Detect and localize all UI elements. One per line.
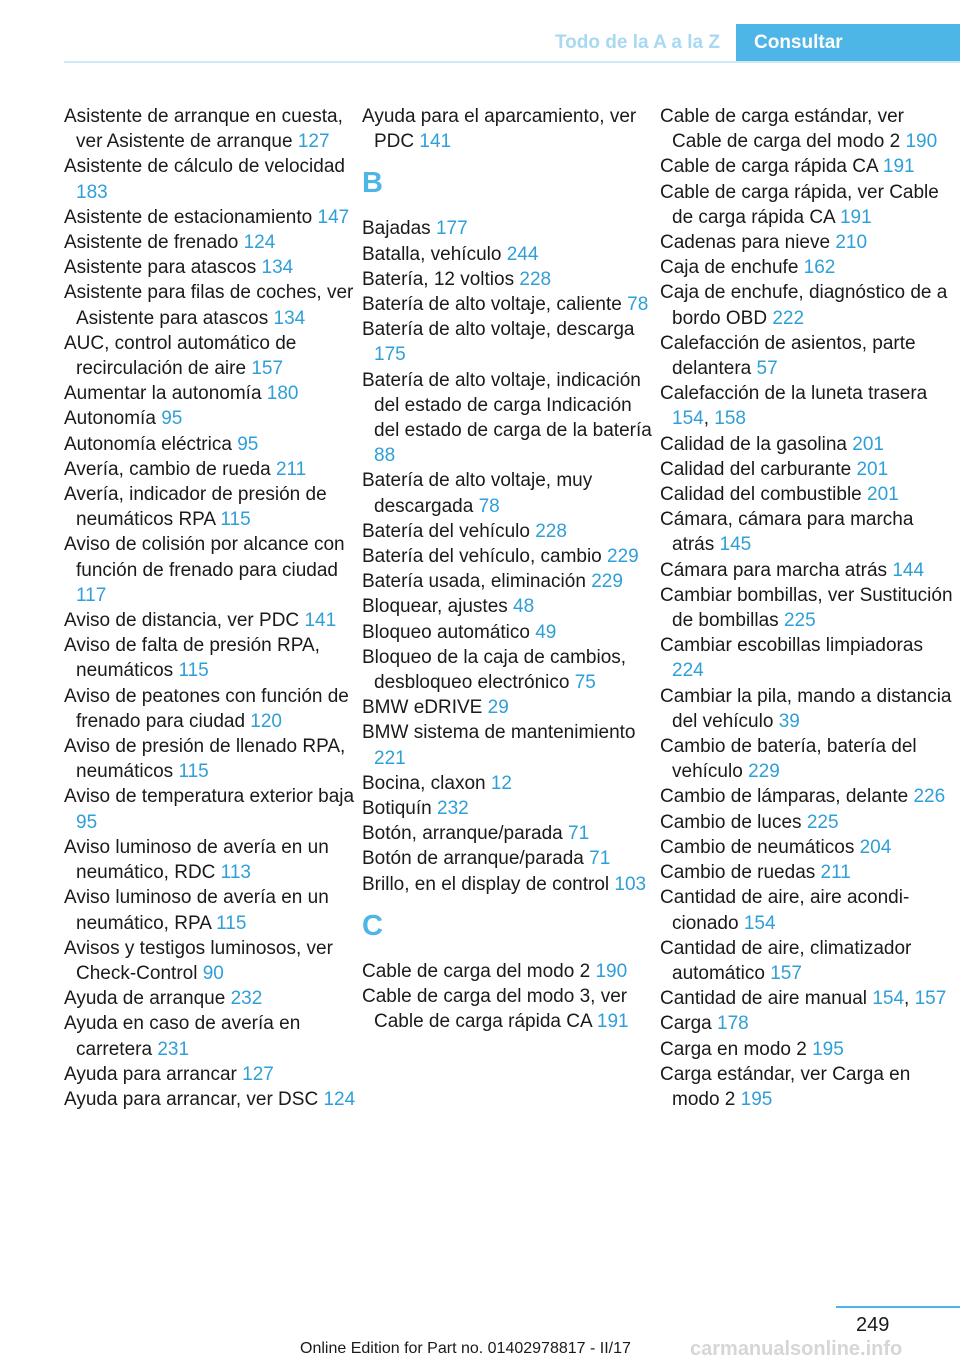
index-entry-term: Autonomía eléctrica [64,433,232,455]
index-entry-term: Asistente de arranque en cuesta, ver Asistente de arranque [64,106,343,153]
index-entry [660,432,958,457]
index-entry [64,154,362,204]
index-entry-term: Cambiar bombillas, ver Sustitución de bombillas [660,584,953,632]
page-reference-link[interactable]: 95 [161,408,183,430]
index-entry [64,255,362,280]
page-reference-link[interactable]: 144 [892,559,925,581]
index-entry [64,835,362,885]
page-reference-link[interactable]: 226 [913,786,946,808]
index-entry-term: Carga en modo 2 [660,1038,807,1060]
page-reference-link[interactable]: 158 [714,408,746,430]
index-entry [660,684,958,734]
page-reference-link[interactable]: 232 [437,798,469,820]
index-entry-term: Cantidad de aire, aire acondicionado [660,887,910,934]
index-entry-term: Cámara, cámara para marcha atrás [660,509,914,556]
page-number: 249 [856,1314,890,1336]
page-reference-link[interactable]: 75 [574,672,596,694]
index-entry [362,796,660,821]
index-entry [64,532,362,608]
index-columns [64,104,960,1112]
edition-note: Online Edition for Part no. 01402978817 - II/17 [300,1340,631,1357]
index-entry [64,432,362,457]
page-reference-link[interactable]: 78 [627,294,649,316]
index-entry-term: Batería del vehículo, cambio [362,546,602,568]
page-reference-link[interactable]: 134 [273,307,306,329]
index-entry-term: Batalla, vehículo [362,243,502,265]
index-entry [64,230,362,255]
page-reference-link[interactable]: 191 [596,1011,629,1033]
index-entry [362,645,660,695]
page-reference-link[interactable]: 225 [783,610,816,632]
index-entry-term: Cámara para marcha atrás [660,559,888,581]
page-reference-link[interactable]: 157 [251,358,284,380]
index-entry [660,810,958,835]
index-entry-term: Cable de carga estándar, ver Cable de carga del modo 2 [660,106,904,153]
index-entry [362,544,660,569]
index-entry [660,633,958,683]
index-entry [362,468,660,518]
index-entry [362,216,660,241]
page-reference-link[interactable]: 39 [778,710,800,732]
header-divider [64,61,960,63]
index-entry [362,695,660,720]
index-entry-term: Aviso de distancia, ver PDC [64,610,300,632]
page-reference-link[interactable]: 191 [839,206,872,228]
page-reference-link[interactable]: 224 [672,660,704,682]
index-entry-term: Cable de carga del modo 2 [362,960,591,982]
page-reference-link[interactable]: 190 [905,131,938,153]
index-entry [64,986,362,1011]
index-entry [362,984,660,1034]
index-entry [362,821,660,846]
page-reference-link[interactable]: 71 [589,848,611,870]
page-reference-link[interactable]: 178 [717,1013,749,1035]
page-reference-link[interactable]: 154 [672,408,704,430]
index-entry [362,959,660,984]
page-reference-link[interactable]: 134 [261,257,294,279]
index-entry [660,482,958,507]
page-reference-link[interactable]: 115 [178,660,209,682]
index-entry [660,280,958,330]
index-entry-term: Cambio de ruedas [660,862,816,884]
index-entry [64,1087,362,1112]
page-reference-link[interactable]: 147 [317,206,350,228]
index-entry-term: Asistente para filas de coches, ver Asistente para atascos [64,282,354,329]
index-entry-term: Avería, indicador de presión de neumáticos RPA [64,484,327,531]
index-letter-heading: B [362,167,383,200]
page-reference-link[interactable]: 141 [419,131,452,153]
index-entry-term: Batería, 12 voltios [362,268,515,290]
index-entry-term: Cadenas para nieve [660,232,831,254]
index-entry [64,1011,362,1061]
page-reference-link[interactable]: 120 [250,710,282,732]
page-reference-link[interactable]: 191 [882,156,915,178]
index-entry [660,1037,958,1062]
index-entry [660,180,958,230]
page-reference-link[interactable]: 210 [835,232,868,254]
index-entry [362,242,660,267]
index-entry [660,331,958,381]
page-reference-link[interactable]: 49 [535,621,557,643]
page-reference-link[interactable]: 127 [242,1063,274,1085]
index-entry [362,771,660,796]
index-entry-term: BMW sistema de mantenimiento [362,722,636,744]
index-entry [362,104,660,154]
index-entry-term: Avería, cambio de rueda [64,458,271,480]
index-entry [660,154,958,179]
page-reference-link[interactable]: 177 [435,218,468,240]
index-entry-term: Cambio de neumáticos [660,836,855,858]
index-entry-term: Cable de carga rápida CA [660,156,878,178]
index-entry-term: Bocina, claxon [362,772,486,794]
index-entry-term: Cambio de lámparas, delante [660,786,909,808]
index-entry-term: Botiquín [362,798,432,820]
index-entry [362,594,660,619]
index-entry-term: Ayuda para el aparcamiento, ver PDC [362,106,637,153]
index-entry [362,368,660,469]
index-entry-term: Botón de arranque/parada [362,848,584,870]
index-entry-term: Ayuda para arrancar [64,1063,237,1085]
index-entry [362,317,660,367]
index-column-1 [64,104,362,1112]
index-entry [64,608,362,633]
index-entry [64,633,362,683]
index-entry [362,267,660,292]
page-reference-link[interactable]: 145 [719,534,752,556]
index-entry [660,1062,958,1112]
index-entry-term: Aviso de temperatura exterior baja [64,786,355,808]
page-reference-link[interactable]: 180 [266,383,299,405]
page-reference-link[interactable]: 141 [304,610,337,632]
index-entry [64,1062,362,1087]
page-reference-link[interactable]: 201 [852,433,884,455]
index-entry-term: Cantidad de aire, climatizador automático [660,937,912,984]
page-reference-link[interactable]: 225 [806,811,839,833]
page-reference-link[interactable]: 12 [490,772,512,794]
index-entry-term: Calefacción de asientos, parte delantera [660,332,916,380]
page-reference-link[interactable]: 244 [506,243,539,265]
page-reference-link[interactable]: 157 [914,988,947,1010]
index-entry-term: Cable de carga del modo 3, ver Cable de carga rápida CA [362,986,628,1033]
page-reference-link[interactable]: 113 [220,862,251,884]
index-entry-term: Bloqueo automático [362,621,530,643]
page-reference-link[interactable]: 232 [230,988,263,1010]
page-reference-link[interactable]: 211 [820,862,851,884]
page-reference-link[interactable]: 201 [856,458,889,480]
index-entry-term: Asistente de cálculo de velocidad [64,156,345,178]
page-reference-link[interactable]: 115 [178,761,209,783]
index-entry-term: Aviso de colisión por alcance con función de frenado para ciudad [64,534,345,581]
index-entry-term: Avisos y testigos luminosos, ver Check-Control [64,937,333,984]
page-reference-link[interactable]: 48 [513,596,535,618]
index-entry [660,835,958,860]
index-entry-term: Caja de enchufe [660,257,799,279]
page-reference-link[interactable]: 90 [202,962,224,984]
index-entry-term: Aviso de presión de llenado RPA, neumáticos [64,736,346,783]
index-entry-term: Brillo, en el display de control [362,873,610,895]
index-entry [64,205,362,230]
index-letter-heading: C [362,909,383,942]
index-entry [660,734,958,784]
page-reference-link[interactable]: 157 [770,962,802,984]
index-entry-term: Ayuda en caso de avería en carretera [64,1013,301,1060]
index-entry-term: Calidad del combustible [660,484,862,506]
footer-divider [836,1306,960,1308]
index-entry [660,558,958,583]
index-entry-term: Calefacción de la luneta trasera [660,383,928,405]
index-entry-term: Carga estándar, ver Carga en modo 2 [660,1063,911,1110]
page-reference-link[interactable]: 95 [76,811,98,833]
index-entry-term: Asistente de estacionamiento [64,206,313,228]
index-entry-term: Bajadas [362,218,431,240]
page-reference-link[interactable]: 162 [803,257,836,279]
page-reference-link[interactable]: 154 [743,912,776,934]
page-reference-link[interactable]: 117 [76,584,107,606]
page-reference-link[interactable]: 221 [374,747,406,769]
page-reference-link[interactable]: 183 [76,181,108,203]
index-entry-term: Cambiar la pila, mando a distancia del vehículo [660,685,952,732]
page-reference-link[interactable]: 201 [867,484,899,506]
index-entry [362,720,660,770]
index-entry [660,457,958,482]
page-reference-link[interactable]: 195 [740,1088,773,1110]
index-entry-term: Ayuda para arrancar, ver DSC [64,1088,319,1110]
index-entry-term: Batería del vehículo [362,520,530,542]
index-entry [660,104,958,154]
page-reference-link[interactable]: 222 [772,307,805,329]
index-entry: Cantidad de aire manual 154, 157 [660,988,947,1010]
index-entry [362,519,660,544]
index-entry [362,292,660,317]
index-entry-term: Aviso de peatones con función de frenado para ciudad [64,685,349,732]
index-entry: Calefacción de la luneta trasera 154, 158 [660,383,928,430]
page-reference-link[interactable]: 88 [374,445,396,467]
page-reference-link[interactable]: 229 [748,761,780,783]
index-entry-term: BMW eDRIVE [362,697,483,719]
index-entry-term: Bloquear, ajustes [362,596,508,618]
index-entry-term: Caja de enchufe, diagnóstico de a bordo OBD [660,282,948,329]
index-entry-term: Calidad de la gasolina [660,433,847,455]
index-entry [64,482,362,532]
index-entry [64,734,362,784]
index-column-3 [660,104,958,1112]
index-entry-term: Carga [660,1013,712,1035]
page-reference-link[interactable]: 190 [595,960,628,982]
index-entry [660,936,958,986]
index-entry [64,280,362,330]
index-entry [64,381,362,406]
index-entry-term: Aumentar la autonomía [64,383,262,405]
index-entry-term: Bloqueo de la caja de cambios, desbloqueo electrónico [362,646,627,694]
index-entry-term: Aviso luminoso de avería en un neumático, RDC [64,836,329,884]
page-reference-link[interactable]: 71 [568,823,590,845]
watermark: carmanualsonline.info [690,1338,903,1360]
index-entry [660,507,958,557]
index-entry [64,885,362,935]
page-header [539,24,960,62]
index-entry [64,406,362,431]
page-reference-link[interactable]: 229 [607,546,639,568]
page-reference-link[interactable]: 204 [859,836,892,858]
index-entry-term: Calidad del carburante [660,458,852,480]
index-entry-term: Asistente de frenado [64,232,239,254]
page-reference-link[interactable]: 127 [297,131,330,153]
index-entry-term: AUC, control automático de recirculación de aire [64,332,297,380]
index-entry-term: Asistente para atascos [64,257,257,279]
index-entry-term: Cambiar escobillas limpiadoras [660,635,923,657]
index-entry-term: Aviso de falta de presión RPA, neumáticos [64,635,320,682]
section-tab: Consultar [736,24,960,62]
index-entry-term: Ayuda de arranque [64,988,226,1010]
index-entry [64,684,362,734]
index-entry-term: Batería de alto voltaje, indicación del estado de carga Indicación del estado de carga de la batería [362,369,652,442]
page-reference-link[interactable]: 78 [478,495,500,517]
page-reference-link[interactable]: 229 [591,571,623,593]
page-reference-link[interactable]: 195 [812,1038,844,1060]
index-entry [660,885,958,935]
index-entry [660,1011,958,1036]
index-entry-term: Botón, arranque/parada [362,823,563,845]
index-entry [64,784,362,834]
page-reference-link[interactable]: 115 [216,912,247,934]
index-entry [362,846,660,871]
index-entry [64,936,362,986]
page-reference-link[interactable]: 57 [756,358,778,380]
page-reference-link[interactable]: 228 [519,268,552,290]
index-entry [362,872,660,897]
index-entry-term: Batería de alto voltaje, caliente [362,294,622,316]
page-reference-link[interactable]: 115 [220,509,251,531]
page-reference-link[interactable]: 95 [237,433,259,455]
page-reference-link[interactable]: 175 [374,344,406,366]
index-entry [362,569,660,594]
index-entry [660,255,958,280]
index-entry [660,583,958,633]
index-entry [660,230,958,255]
index-entry [362,620,660,645]
index-entry-term: Cantidad de aire manual [660,988,868,1010]
page-reference-link[interactable]: 231 [157,1038,190,1060]
page-reference-link[interactable]: 124 [323,1088,356,1110]
index-entry [660,784,958,809]
section-title: Todo de la A a la Z [554,32,720,53]
index-entry-term: Batería de alto voltaje, descarga [362,319,635,341]
index-entry [64,331,362,381]
page-reference-link[interactable]: 211 [275,458,307,480]
index-entry-term: Cambio de luces [660,811,802,833]
index-entry-term: Cambio de batería, batería del vehículo [660,736,917,783]
index-entry [660,860,958,885]
page-reference-link[interactable]: 103 [614,873,647,895]
index-entry-term: Aviso luminoso de avería en un neumático, RPA [64,887,329,934]
page-reference-link[interactable]: 29 [487,697,509,719]
index-entry-term: Autonomía [64,408,156,430]
index-entry [64,104,362,154]
index-entry [64,457,362,482]
index-entry-term: Batería usada, eliminación [362,571,586,593]
page-reference-link[interactable]: 154 [872,988,905,1010]
page-reference-link[interactable]: 124 [243,232,276,254]
index-entry-term: Batería de alto voltaje, muy descargada [362,470,593,517]
index-column-2 [362,104,660,1112]
page-reference-link[interactable]: 228 [535,520,567,542]
index-entry-term: Cable de carga rápida, ver Cable de carga rápida CA [660,181,939,228]
